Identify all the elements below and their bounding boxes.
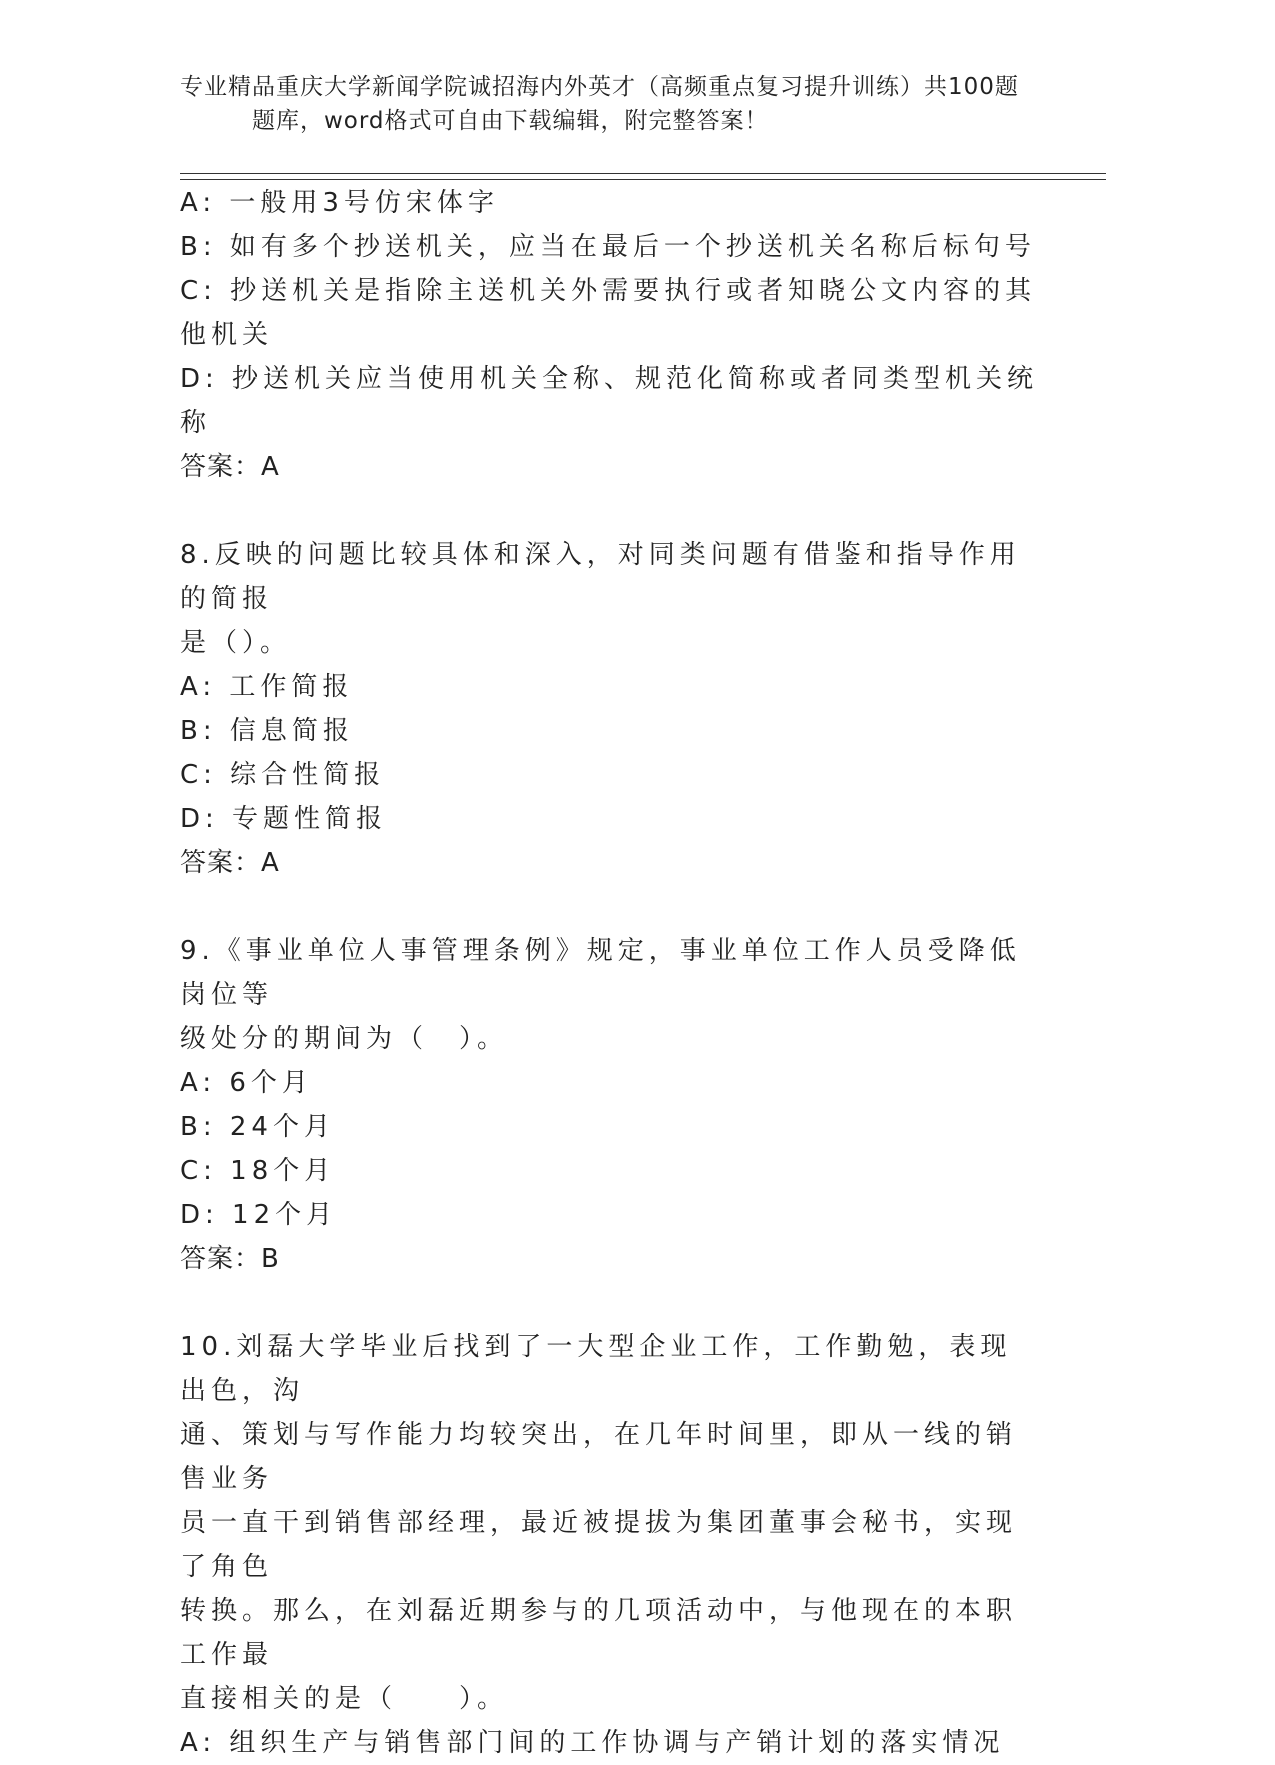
option-d: D: 抄送机关应当使用机关全称、规范化简称或者同类型机关统称 — [180, 364, 1039, 438]
question-stem: 8.反映的问题比较具体和深入，对同类问题有借鉴和指导作用的简报 — [180, 540, 1021, 614]
question-stem: 员一直干到销售部经理，最近被提拔为集团董事会秘书，实现了角色 — [180, 1508, 1018, 1582]
spacer — [180, 1281, 1040, 1325]
spacer — [180, 885, 1040, 929]
answer: 答案：B — [180, 1244, 280, 1274]
document-body — [180, 181, 1040, 1765]
option-c: C: 抄送机关是指除主送机关外需要执行或者知晓公文内容的其他机关 — [180, 276, 1037, 350]
option-a: A: 组织生产与销售部门间的工作协调与产销计划的落实情况 — [180, 1728, 1005, 1758]
question-stem: 级处分的期间为（ ）。 — [180, 1024, 509, 1054]
answer: 答案：A — [180, 452, 280, 482]
option-d: D: 专题性简报 — [180, 804, 388, 834]
question-stem: 转换。那么，在刘磊近期参与的几项活动中，与他现在的本职工作最 — [180, 1596, 1018, 1670]
question-10 — [180, 1325, 1040, 1765]
question-stem: 是（）。 — [180, 628, 292, 658]
question-stem: 通、策划与写作能力均较突出，在几年时间里，即从一线的销售业务 — [180, 1420, 1018, 1494]
header-divider — [180, 173, 1106, 180]
header-title-line-1: 专业精品重庆大学新闻学院诚招海内外英才（高频重点复习提升训练）共100题 — [180, 74, 1019, 100]
question-stem: 10.刘磊大学毕业后找到了一大型企业工作，工作勤勉，表现出色，沟 — [180, 1332, 1012, 1406]
question-stem: 9.《事业单位人事管理条例》规定，事业单位工作人员受降低岗位等 — [180, 936, 1021, 1010]
question-9 — [180, 929, 1040, 1281]
option-a: A: 一般用3号仿宋体字 — [180, 188, 499, 218]
question-8 — [180, 533, 1040, 885]
page-header — [180, 70, 1040, 138]
option-a: A: 工作简报 — [180, 672, 354, 702]
spacer — [180, 489, 1040, 533]
question-7 — [180, 181, 1040, 489]
option-b: B: 信息简报 — [180, 716, 354, 746]
question-stem: 直接相关的是（ ）。 — [180, 1684, 509, 1714]
option-a: A: 6个月 — [180, 1068, 313, 1098]
option-d: D: 12个月 — [180, 1200, 338, 1230]
answer: 答案：A — [180, 848, 280, 878]
option-b: B: 24个月 — [180, 1112, 335, 1142]
option-c: C: 综合性简报 — [180, 760, 386, 790]
header-title-line-2: 题库，word格式可自由下载编辑，附完整答案！ — [252, 108, 769, 134]
option-b: B: 如有多个抄送机关，应当在最后一个抄送机关名称后标句号 — [180, 232, 1036, 262]
option-c: C: 18个月 — [180, 1156, 336, 1186]
